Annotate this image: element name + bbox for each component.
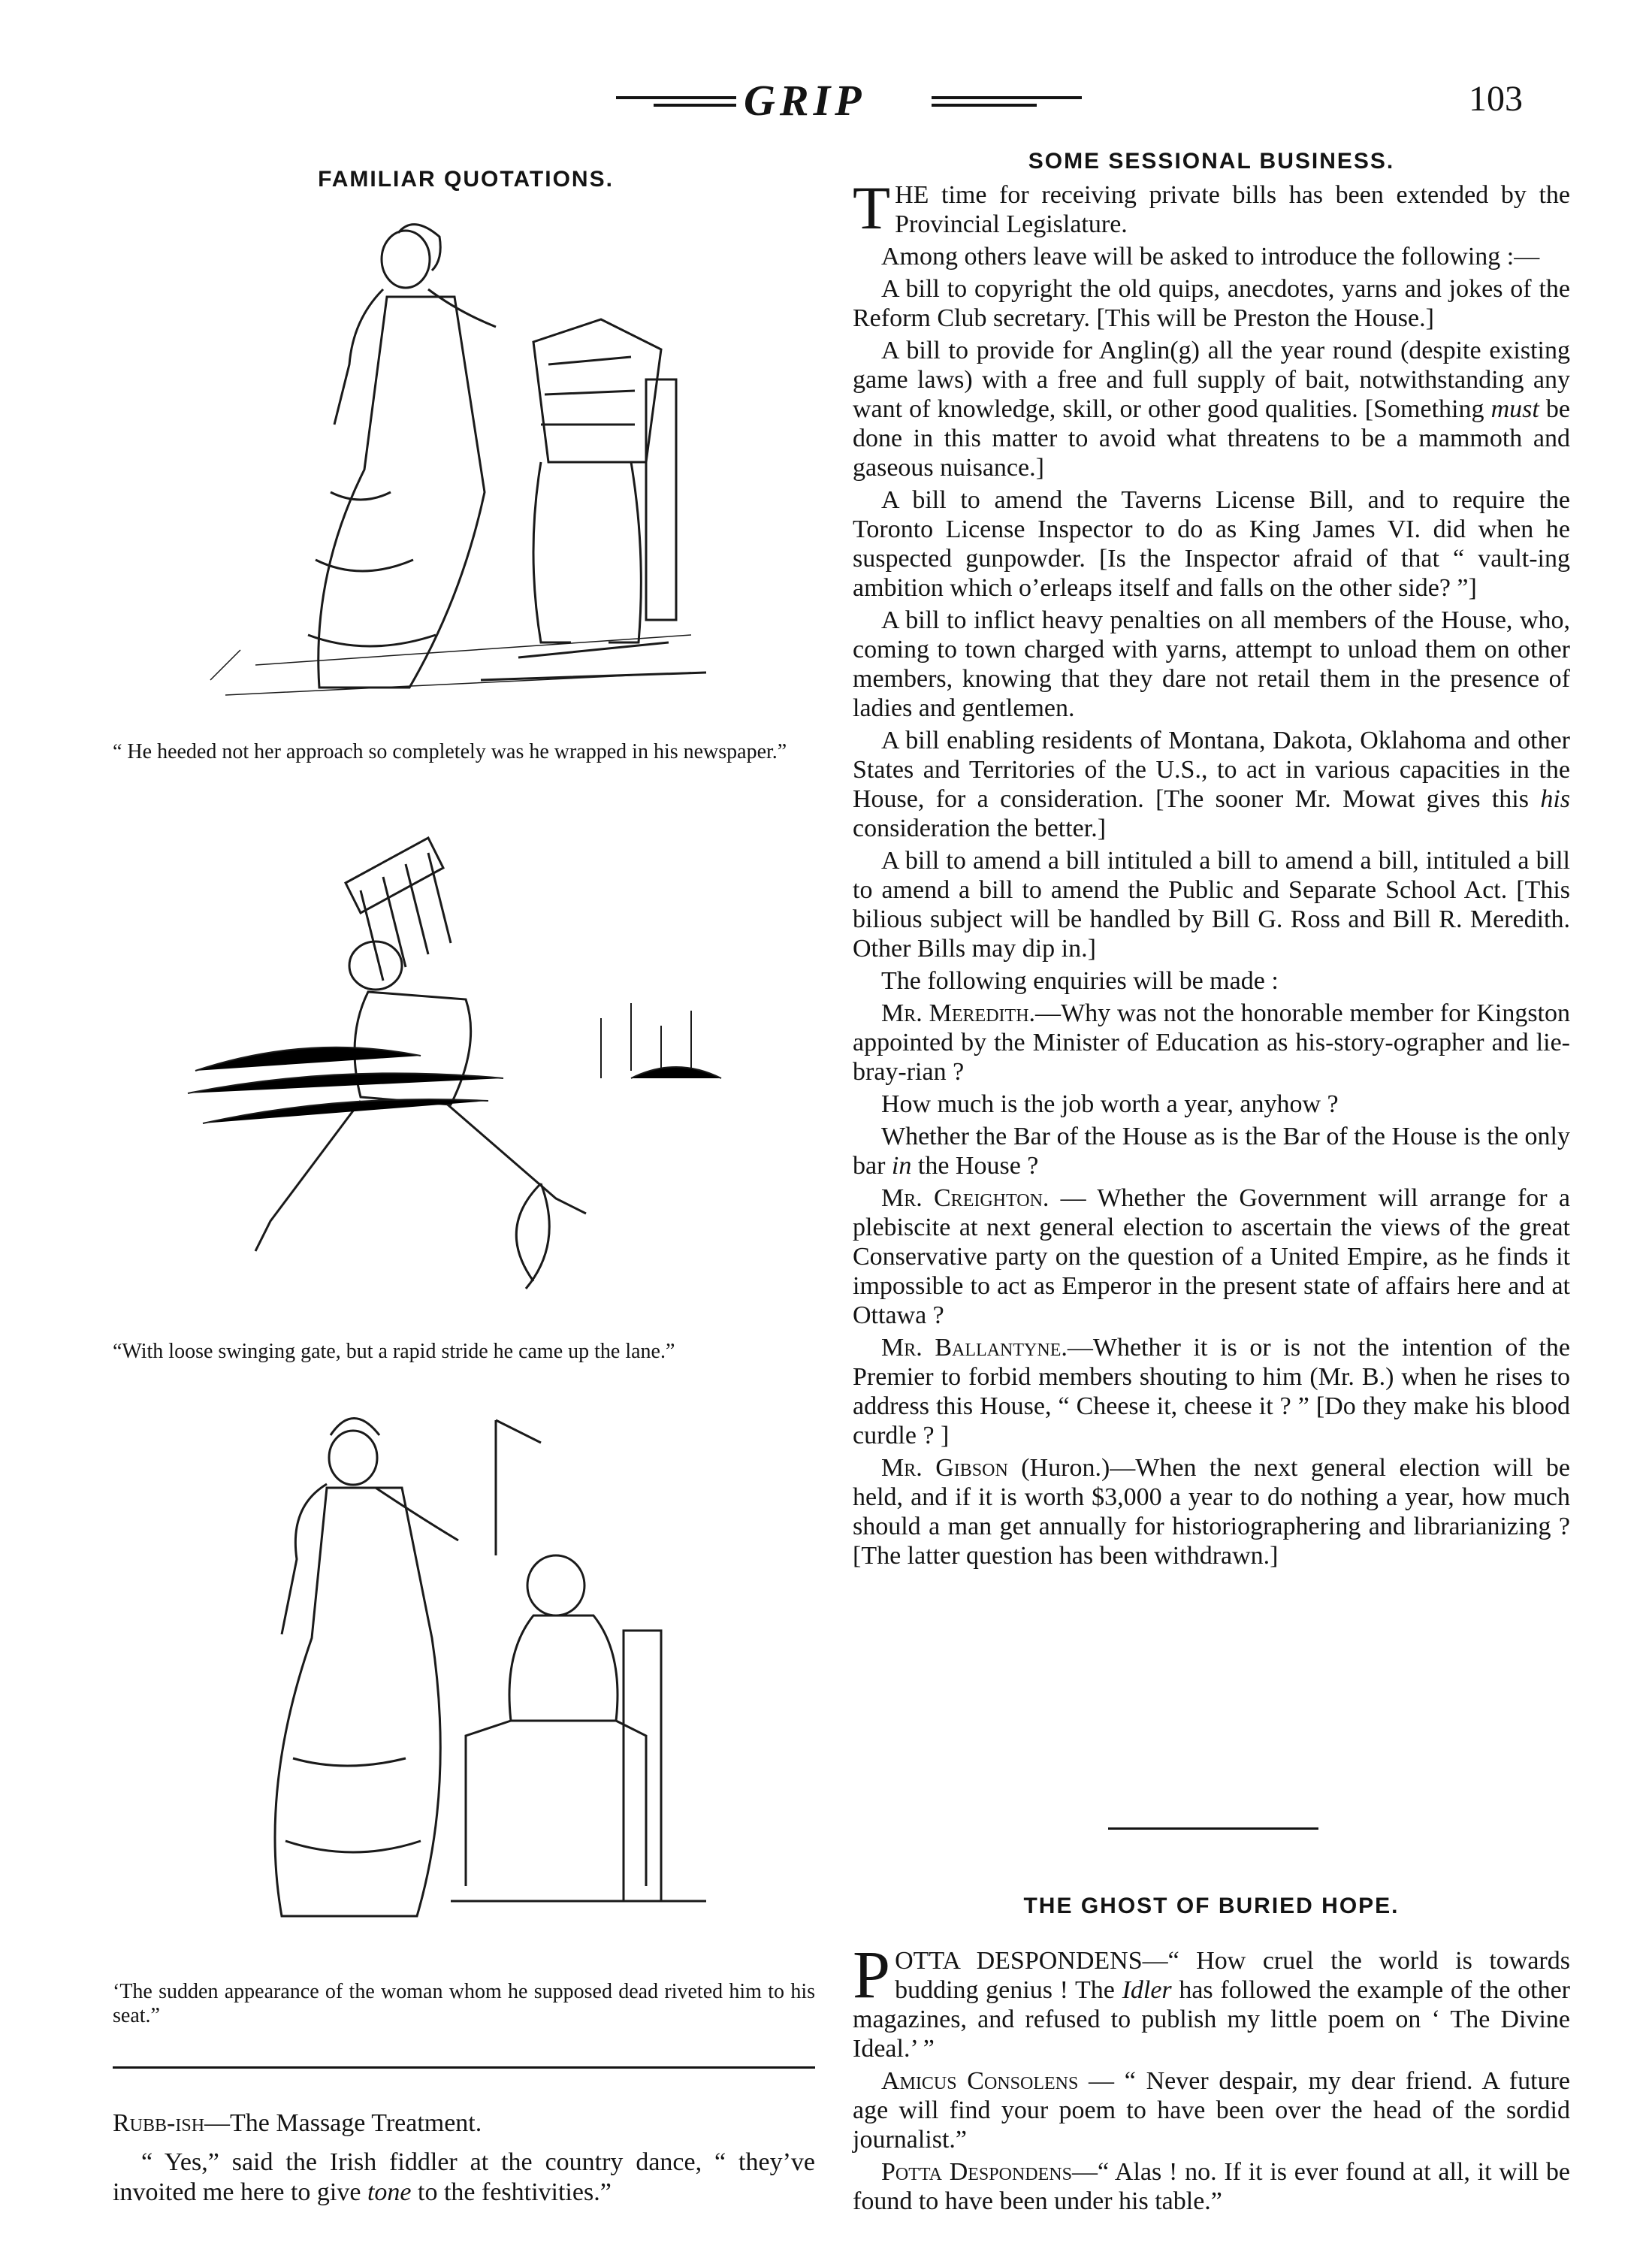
- dropcap-t: T: [853, 174, 891, 242]
- sessional-business-heading: SOME SESSIONAL BUSINESS.: [1028, 149, 1395, 174]
- ghost-body: [853, 1938, 1571, 2219]
- para-15: (Huron.)—When the next general election will be held, and if it is worth $3,000 a year to do nothing a year, how much should a man get annually for historiographering and librarianizing ? [The latter question has been withdrawn.]: [853, 1454, 1570, 1570]
- para-7b: consideration the better.]: [853, 815, 1107, 842]
- masthead-rule-right-1: [932, 96, 1082, 99]
- masthead-rule-left-1: [616, 96, 736, 99]
- para-4a: A bill to provide for Anglin(g) all the year round (despite existing game laws) with a free and full supply of bait, notwithstanding any want of knowledge, skill, or other good qualities. [Something: [853, 337, 1570, 423]
- para-11: How much is the job worth a year, anyhow ?: [881, 1090, 1339, 1118]
- illustration-newspaper: [180, 214, 736, 710]
- caption-seated: ‘The sudden appearance of the woman whom he supposed dead riveted him to his seat.”: [113, 1980, 815, 2027]
- speaker-creighton: Mr. Creighton.: [881, 1184, 1049, 1212]
- rubbish-item: [113, 2108, 815, 2139]
- masthead-rule-right-2: [932, 104, 1037, 107]
- para-7a: A bill enabling residents of Montana, Dakota, Oklahoma and other States and Territories of the U.S., to act in various capacities in the House, for a consideration. [The sooner Mr. Mowat gives this: [853, 727, 1570, 813]
- ghost-para-1-emphasis: Idler: [1122, 1976, 1172, 2004]
- para-12b: the House ?: [911, 1152, 1039, 1180]
- speaker-ballantyne: Mr. Ballantyne.: [881, 1334, 1068, 1362]
- ghost-para-1b: has followed the example of the other magazines, and refused to publish my little poem on ‘ The Divine Ideal.’ ”: [853, 1976, 1570, 2063]
- para-9: The following enquiries will be made :: [881, 967, 1279, 995]
- para-4b: be done in this matter to avoid what threatens to be a mammoth and gaseous nuisance.]: [853, 395, 1570, 482]
- illustration-gate: [180, 823, 736, 1311]
- para-3: A bill to copyright the old quips, anecdotes, yarns and jokes of the Reform Club secretary. [This will be Preston the House.]: [853, 275, 1570, 332]
- ghost-heading: THE GHOST OF BURIED HOPE.: [1023, 1894, 1400, 1918]
- para-1: HE time for receiving private bills has been extended by the Provincial Legislature.: [895, 181, 1570, 238]
- para-5: A bill to amend the Taverns License Bill, and to require the Toronto License Inspector to do as King James VI. did when he suspected gunpowder. [Is the Inspector afraid of that “ vault-ing ambition which o’erleaps itself and falls on the other side? ”]: [853, 486, 1570, 602]
- fiddler-pre: “ Yes,” said the Irish fiddler at the country dance, “ they’ve invoited me here to give: [113, 2148, 815, 2206]
- speaker-amicus: Amicus Consolens: [881, 2067, 1079, 2095]
- para-4-emphasis: must: [1490, 395, 1539, 423]
- ghost-para-2: — “ Never despair, my dear friend. A future age will find your poem to have been over the head of the sordid journalist.”: [853, 2067, 1570, 2154]
- masthead-title: GRIP: [744, 76, 866, 125]
- sessional-business-body: [853, 174, 1570, 1573]
- para-2: Among others leave will be asked to introduce the following :—: [881, 243, 1540, 271]
- rubbish-lead: Rubb-ish: [113, 2109, 205, 2137]
- fiddler-post: to the feshtivities.”: [411, 2178, 612, 2206]
- para-14: —Whether it is or is not the intention of the Premier to forbid members shouting to him (Mr. B.) when he rises to address this House, “ Cheese it, cheese it ? ” [Do they make his blood curdle ? ]: [853, 1334, 1570, 1449]
- rubbish-rest: —The Massage Treatment.: [204, 2109, 482, 2137]
- para-12a: Whether the Bar of the House as is the Bar of the House is the only bar: [853, 1123, 1570, 1180]
- speaker-gibson: Mr. Gibson: [881, 1454, 1008, 1482]
- illustration-seated: [180, 1405, 736, 1946]
- familiar-quotations-heading: FAMILIAR QUOTATIONS.: [318, 167, 614, 192]
- ghost-para-1a: OTTA DESPONDENS—“ How cruel the world is towards budding genius ! The: [895, 1947, 1570, 2004]
- dropcap-p: P: [853, 1938, 891, 2012]
- para-10: —Why was not the honorable member for Kingston appointed by the Minister of Education as his-story-ographer and lie-bray-rian ?: [853, 999, 1570, 1086]
- speaker-potta: Potta Despondens: [881, 2158, 1072, 2186]
- caption-newspaper: “ He heeded not her approach so completely was he wrapped in his newspaper.”: [113, 740, 787, 763]
- para-12-emphasis: in: [891, 1152, 912, 1180]
- page-number: 103: [1469, 79, 1523, 119]
- masthead-rule-left-2: [654, 104, 736, 107]
- fiddler-emphasis: tone: [367, 2178, 412, 2206]
- ghost-para-3: —“ Alas ! no. If it is ever found at all, it will be found to have been under his table.”: [853, 2158, 1571, 2215]
- caption-gate: “With loose swinging gate, but a rapid stride he came up the lane.”: [113, 1340, 675, 1363]
- fiddler-item: [113, 2148, 815, 2208]
- left-divider: [113, 2066, 815, 2069]
- para-7-emphasis: his: [1540, 785, 1570, 813]
- para-13: — Whether the Government will arrange for a plebiscite at next general election to ascertain the views of the great Conservative party on the question of a United Empire, as he finds it impossible to act as Emperor in the present state of affairs here and at Ottawa ?: [853, 1184, 1570, 1329]
- right-divider: [1108, 1827, 1318, 1830]
- speaker-meredith: Mr. Meredith.: [881, 999, 1036, 1027]
- para-6: A bill to inflict heavy penalties on all members of the House, who, coming to town charged with yarns, attempt to unload them on other members, knowing that they dare not retail them in the presence of ladies and gentlemen.: [853, 606, 1570, 722]
- para-8: A bill to amend a bill intituled a bill to amend a bill, intituled a bill to amend a bill to amend the Public and Separate School Act. [This bilious subject will be handled by Bill G. Ross and Bill R. Meredith. Other Bills may dip in.]: [853, 847, 1570, 963]
